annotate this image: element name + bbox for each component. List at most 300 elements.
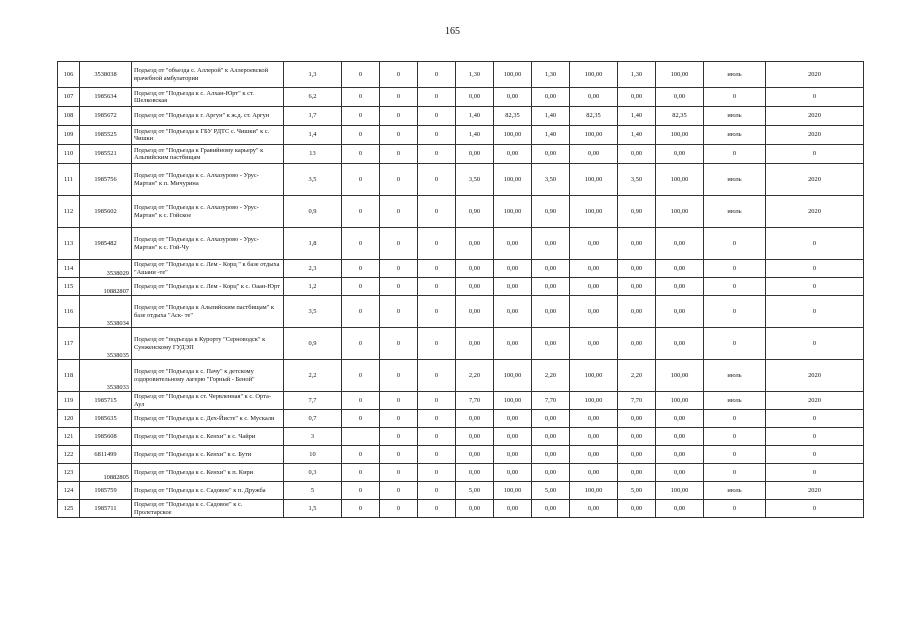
cell-code: 3538033 bbox=[80, 360, 132, 392]
cell-c4: 0,00 bbox=[456, 296, 494, 328]
cell-month: июль bbox=[704, 392, 766, 410]
cell-name: Подъезд от "Подъезда к ГБУ РДТС с. Чишки" к с. Чишки bbox=[132, 126, 284, 145]
cell-num: 119 bbox=[58, 392, 80, 410]
cell-year: 2020 bbox=[766, 360, 864, 392]
cell-c6: 0,90 bbox=[532, 196, 570, 228]
cell-month: 0 bbox=[704, 410, 766, 428]
cell-name: Подъезд от "Подъезда к с. Кенхи" к с. Бути bbox=[132, 446, 284, 464]
table-row bbox=[58, 164, 864, 196]
cell-c8: 0,00 bbox=[618, 278, 656, 296]
cell-c1: 0 bbox=[342, 260, 380, 278]
cell-num: 120 bbox=[58, 410, 80, 428]
cell-c3: 0 bbox=[418, 260, 456, 278]
cell-code: 1985608 bbox=[80, 428, 132, 446]
cell-len: 2,3 bbox=[284, 260, 342, 278]
cell-year: 2020 bbox=[766, 392, 864, 410]
cell-c9: 100,00 bbox=[656, 196, 704, 228]
cell-c6: 0,00 bbox=[532, 328, 570, 360]
cell-c5: 0,00 bbox=[494, 260, 532, 278]
cell-year: 0 bbox=[766, 278, 864, 296]
cell-c8: 0,00 bbox=[618, 145, 656, 164]
cell-code: 1985715 bbox=[80, 392, 132, 410]
cell-c1: 0 bbox=[342, 278, 380, 296]
cell-c8: 0,00 bbox=[618, 428, 656, 446]
cell-c8: 0,00 bbox=[618, 296, 656, 328]
cell-len: 10 bbox=[284, 446, 342, 464]
cell-year: 0 bbox=[766, 296, 864, 328]
cell-c6: 5,00 bbox=[532, 482, 570, 500]
table-row bbox=[58, 392, 864, 410]
cell-c1 bbox=[342, 428, 380, 446]
cell-c1: 0 bbox=[342, 482, 380, 500]
cell-name: Подъезд от "Подъезда к г. Аргун" к ж.д. ст. Аргун bbox=[132, 107, 284, 126]
cell-c2: 0 bbox=[380, 260, 418, 278]
cell-c9: 0,00 bbox=[656, 410, 704, 428]
cell-name: Подъезд от "Подъезда к ст. Червленная" к с. Орта-Аул bbox=[132, 392, 284, 410]
cell-c5: 100,00 bbox=[494, 62, 532, 88]
cell-c7: 0,00 bbox=[570, 145, 618, 164]
cell-month: 0 bbox=[704, 464, 766, 482]
table-row bbox=[58, 196, 864, 228]
cell-num: 112 bbox=[58, 196, 80, 228]
cell-c4: 1,30 bbox=[456, 62, 494, 88]
cell-c2: 0 bbox=[380, 428, 418, 446]
table-row bbox=[58, 145, 864, 164]
cell-c2: 0 bbox=[380, 446, 418, 464]
cell-c6: 1,40 bbox=[532, 107, 570, 126]
cell-c2: 0 bbox=[380, 410, 418, 428]
table-row bbox=[58, 228, 864, 260]
cell-c2: 0 bbox=[380, 88, 418, 107]
cell-month: 0 bbox=[704, 278, 766, 296]
cell-c5: 0,00 bbox=[494, 446, 532, 464]
cell-year: 0 bbox=[766, 500, 864, 518]
cell-code: 1985672 bbox=[80, 107, 132, 126]
cell-c9: 100,00 bbox=[656, 482, 704, 500]
table-row bbox=[58, 88, 864, 107]
cell-num: 118 bbox=[58, 360, 80, 392]
cell-c5: 100,00 bbox=[494, 360, 532, 392]
cell-c1: 0 bbox=[342, 62, 380, 88]
cell-len: 3 bbox=[284, 428, 342, 446]
cell-num: 109 bbox=[58, 126, 80, 145]
cell-c9: 0,00 bbox=[656, 228, 704, 260]
cell-c8: 7,70 bbox=[618, 392, 656, 410]
cell-name: Подъезд от "объезда с. Аллерой" к Аллероевской врачебной амбулатории bbox=[132, 62, 284, 88]
cell-month: 0 bbox=[704, 145, 766, 164]
cell-c4: 3,50 bbox=[456, 164, 494, 196]
cell-len: 3,5 bbox=[284, 296, 342, 328]
cell-len: 1,5 bbox=[284, 500, 342, 518]
cell-c9: 0,00 bbox=[656, 464, 704, 482]
cell-code: 3538035 bbox=[80, 328, 132, 360]
cell-num: 111 bbox=[58, 164, 80, 196]
cell-month: июль bbox=[704, 196, 766, 228]
table-row bbox=[58, 428, 864, 446]
cell-c4: 0,00 bbox=[456, 428, 494, 446]
cell-year: 0 bbox=[766, 428, 864, 446]
cell-num: 125 bbox=[58, 500, 80, 518]
cell-name: Подъезд от "Подъезда к с. Дех-Йисте" к с. Мускали bbox=[132, 410, 284, 428]
cell-c6: 0,00 bbox=[532, 500, 570, 518]
cell-len: 13 bbox=[284, 145, 342, 164]
cell-c9: 100,00 bbox=[656, 392, 704, 410]
cell-c9: 100,00 bbox=[656, 126, 704, 145]
cell-c2: 0 bbox=[380, 482, 418, 500]
cell-num: 114 bbox=[58, 260, 80, 278]
cell-month: июль bbox=[704, 482, 766, 500]
cell-name: Подъезд от "Подъезда к с. Алхазурово - Урус-Мартан" к с. Гойское bbox=[132, 196, 284, 228]
cell-c3: 0 bbox=[418, 482, 456, 500]
cell-c6: 0,00 bbox=[532, 446, 570, 464]
cell-c6: 0,00 bbox=[532, 278, 570, 296]
cell-c2: 0 bbox=[380, 228, 418, 260]
cell-c9: 0,00 bbox=[656, 88, 704, 107]
cell-c6: 7,70 bbox=[532, 392, 570, 410]
cell-c4: 2,20 bbox=[456, 360, 494, 392]
cell-year: 2020 bbox=[766, 482, 864, 500]
cell-code: 10882807 bbox=[80, 278, 132, 296]
cell-c8: 0,00 bbox=[618, 410, 656, 428]
cell-year: 0 bbox=[766, 228, 864, 260]
cell-c8: 3,50 bbox=[618, 164, 656, 196]
cell-num: 115 bbox=[58, 278, 80, 296]
table-row bbox=[58, 482, 864, 500]
cell-c3: 0 bbox=[418, 228, 456, 260]
cell-month: 0 bbox=[704, 88, 766, 107]
cell-c8: 0,00 bbox=[618, 500, 656, 518]
cell-c7: 100,00 bbox=[570, 126, 618, 145]
cell-year: 2020 bbox=[766, 126, 864, 145]
cell-c8: 1,30 bbox=[618, 62, 656, 88]
cell-code: 1985525 bbox=[80, 126, 132, 145]
cell-code: 1985482 bbox=[80, 228, 132, 260]
cell-c9: 0,00 bbox=[656, 296, 704, 328]
cell-c3: 0 bbox=[418, 392, 456, 410]
cell-c4: 1,40 bbox=[456, 107, 494, 126]
cell-c4: 0,00 bbox=[456, 88, 494, 107]
cell-c1: 0 bbox=[342, 328, 380, 360]
cell-c1: 0 bbox=[342, 392, 380, 410]
cell-c4: 0,00 bbox=[456, 500, 494, 518]
cell-c7: 0,00 bbox=[570, 88, 618, 107]
cell-name: Подъезд от "Подъезда к с. Лем - Корц " к базе отдыха "Ашани -те" bbox=[132, 260, 284, 278]
cell-month: июль bbox=[704, 107, 766, 126]
cell-code: 6811499 bbox=[80, 446, 132, 464]
cell-c6: 0,00 bbox=[532, 145, 570, 164]
cell-month: июль bbox=[704, 126, 766, 145]
cell-len: 1,7 bbox=[284, 107, 342, 126]
cell-c7: 82,35 bbox=[570, 107, 618, 126]
cell-c2: 0 bbox=[380, 126, 418, 145]
cell-c9: 0,00 bbox=[656, 428, 704, 446]
cell-len: 6,2 bbox=[284, 88, 342, 107]
cell-c1: 0 bbox=[342, 228, 380, 260]
cell-num: 117 bbox=[58, 328, 80, 360]
cell-c1: 0 bbox=[342, 500, 380, 518]
cell-c8: 1,40 bbox=[618, 126, 656, 145]
cell-c4: 0,00 bbox=[456, 228, 494, 260]
cell-code: 10882805 bbox=[80, 464, 132, 482]
cell-c3: 0 bbox=[418, 126, 456, 145]
cell-c4: 0,00 bbox=[456, 260, 494, 278]
cell-c9: 0,00 bbox=[656, 278, 704, 296]
table-row bbox=[58, 500, 864, 518]
cell-c2: 0 bbox=[380, 62, 418, 88]
cell-c9: 100,00 bbox=[656, 360, 704, 392]
cell-c4: 1,40 bbox=[456, 126, 494, 145]
cell-num: 106 bbox=[58, 62, 80, 88]
cell-num: 108 bbox=[58, 107, 80, 126]
cell-year: 0 bbox=[766, 328, 864, 360]
cell-c1: 0 bbox=[342, 107, 380, 126]
cell-c7: 0,00 bbox=[570, 278, 618, 296]
cell-c5: 100,00 bbox=[494, 482, 532, 500]
cell-c5: 82,35 bbox=[494, 107, 532, 126]
cell-name: Подъезд от "Подъезда к с. Алхан-Юрт" к ст. Шелковская bbox=[132, 88, 284, 107]
cell-len: 0,3 bbox=[284, 464, 342, 482]
cell-c6: 0,00 bbox=[532, 464, 570, 482]
cell-c6: 3,50 bbox=[532, 164, 570, 196]
cell-c2: 0 bbox=[380, 392, 418, 410]
cell-month: 0 bbox=[704, 260, 766, 278]
cell-c5: 100,00 bbox=[494, 126, 532, 145]
cell-c4: 5,00 bbox=[456, 482, 494, 500]
cell-c7: 0,00 bbox=[570, 464, 618, 482]
cell-c3: 0 bbox=[418, 107, 456, 126]
cell-month: 0 bbox=[704, 500, 766, 518]
cell-c2: 0 bbox=[380, 328, 418, 360]
cell-c2: 0 bbox=[380, 278, 418, 296]
cell-c5: 0,00 bbox=[494, 428, 532, 446]
cell-c8: 2,20 bbox=[618, 360, 656, 392]
cell-num: 123 bbox=[58, 464, 80, 482]
cell-c7: 0,00 bbox=[570, 500, 618, 518]
cell-c9: 0,00 bbox=[656, 446, 704, 464]
cell-name: Подъезд от "Подъезда к с. Алхазурово - Урус-Мартан" к п. Мичурина bbox=[132, 164, 284, 196]
cell-c9: 0,00 bbox=[656, 260, 704, 278]
cell-c8: 0,90 bbox=[618, 196, 656, 228]
cell-code: 3538029 bbox=[80, 260, 132, 278]
cell-c6: 0,00 bbox=[532, 296, 570, 328]
cell-num: 122 bbox=[58, 446, 80, 464]
cell-c1: 0 bbox=[342, 126, 380, 145]
cell-c2: 0 bbox=[380, 107, 418, 126]
cell-code: 1985634 bbox=[80, 88, 132, 107]
cell-code: 1985711 bbox=[80, 500, 132, 518]
cell-year: 0 bbox=[766, 464, 864, 482]
cell-len: 7,7 bbox=[284, 392, 342, 410]
cell-c6: 0,00 bbox=[532, 410, 570, 428]
cell-name: Подъезд от "Подъезда к Альпийским пастбищам" к базе отдыха "Аск- те" bbox=[132, 296, 284, 328]
cell-c4: 0,90 bbox=[456, 196, 494, 228]
cell-c4: 0,00 bbox=[456, 446, 494, 464]
cell-c4: 0,00 bbox=[456, 464, 494, 482]
cell-c6: 0,00 bbox=[532, 228, 570, 260]
cell-c7: 0,00 bbox=[570, 410, 618, 428]
cell-month: 0 bbox=[704, 428, 766, 446]
cell-year: 0 bbox=[766, 410, 864, 428]
cell-num: 116 bbox=[58, 296, 80, 328]
cell-c8: 1,40 bbox=[618, 107, 656, 126]
cell-name: Подъезд от "Подъезда к с. Пачу" к детскому оздоровительному лагерю "Горный - Беной" bbox=[132, 360, 284, 392]
cell-c5: 100,00 bbox=[494, 164, 532, 196]
cell-len: 5 bbox=[284, 482, 342, 500]
cell-c7: 100,00 bbox=[570, 164, 618, 196]
cell-c7: 0,00 bbox=[570, 446, 618, 464]
cell-c2: 0 bbox=[380, 296, 418, 328]
cell-c3: 0 bbox=[418, 410, 456, 428]
cell-c5: 100,00 bbox=[494, 196, 532, 228]
table-row bbox=[58, 278, 864, 296]
cell-c7: 0,00 bbox=[570, 296, 618, 328]
cell-num: 110 bbox=[58, 145, 80, 164]
cell-c8: 0,00 bbox=[618, 464, 656, 482]
cell-num: 107 bbox=[58, 88, 80, 107]
cell-c8: 0,00 bbox=[618, 260, 656, 278]
cell-num: 113 bbox=[58, 228, 80, 260]
cell-c3: 0 bbox=[418, 88, 456, 107]
cell-c6: 0,00 bbox=[532, 260, 570, 278]
cell-c7: 100,00 bbox=[570, 392, 618, 410]
cell-year: 0 bbox=[766, 88, 864, 107]
cell-code: 1985756 bbox=[80, 164, 132, 196]
cell-code: 1985521 bbox=[80, 145, 132, 164]
cell-c9: 82,35 bbox=[656, 107, 704, 126]
cell-len: 2,2 bbox=[284, 360, 342, 392]
cell-c7: 0,00 bbox=[570, 260, 618, 278]
cell-c2: 0 bbox=[380, 196, 418, 228]
cell-name: Подъезд от "Подъезда к с. Кенхи" к п. Кири bbox=[132, 464, 284, 482]
cell-year: 2020 bbox=[766, 107, 864, 126]
cell-len: 3,5 bbox=[284, 164, 342, 196]
cell-c3: 0 bbox=[418, 500, 456, 518]
cell-c2: 0 bbox=[380, 164, 418, 196]
cell-len: 1,4 bbox=[284, 126, 342, 145]
cell-c3: 0 bbox=[418, 196, 456, 228]
cell-c1: 0 bbox=[342, 464, 380, 482]
cell-c9: 0,00 bbox=[656, 328, 704, 360]
table-row bbox=[58, 446, 864, 464]
cell-c3: 0 bbox=[418, 446, 456, 464]
table-row bbox=[58, 464, 864, 482]
table-row bbox=[58, 126, 864, 145]
cell-c4: 0,00 bbox=[456, 278, 494, 296]
table-row bbox=[58, 328, 864, 360]
cell-c1: 0 bbox=[342, 446, 380, 464]
cell-month: 0 bbox=[704, 446, 766, 464]
cell-c8: 0,00 bbox=[618, 446, 656, 464]
cell-c1: 0 bbox=[342, 296, 380, 328]
table-row bbox=[58, 296, 864, 328]
cell-year: 2020 bbox=[766, 164, 864, 196]
cell-len: 1,8 bbox=[284, 228, 342, 260]
cell-num: 121 bbox=[58, 428, 80, 446]
cell-c6: 1,40 bbox=[532, 126, 570, 145]
cell-c7: 100,00 bbox=[570, 482, 618, 500]
table-row bbox=[58, 62, 864, 88]
cell-c1: 0 bbox=[342, 196, 380, 228]
cell-c5: 100,00 bbox=[494, 392, 532, 410]
cell-c5: 0,00 bbox=[494, 296, 532, 328]
cell-name: Подъезд от "Подъезда к с. Садовое" к с. Пролетарское bbox=[132, 500, 284, 518]
table-row bbox=[58, 107, 864, 126]
cell-c2: 0 bbox=[380, 464, 418, 482]
cell-c7: 100,00 bbox=[570, 360, 618, 392]
cell-len: 0,9 bbox=[284, 328, 342, 360]
cell-c8: 5,00 bbox=[618, 482, 656, 500]
cell-c5: 0,00 bbox=[494, 500, 532, 518]
cell-c1: 0 bbox=[342, 164, 380, 196]
cell-c3: 0 bbox=[418, 278, 456, 296]
cell-c8: 0,00 bbox=[618, 328, 656, 360]
cell-year: 0 bbox=[766, 260, 864, 278]
cell-c8: 0,00 bbox=[618, 88, 656, 107]
cell-code: 1985759 bbox=[80, 482, 132, 500]
cell-c7: 100,00 bbox=[570, 62, 618, 88]
cell-len: 1,3 bbox=[284, 62, 342, 88]
cell-c5: 0,00 bbox=[494, 228, 532, 260]
cell-year: 0 bbox=[766, 145, 864, 164]
cell-code: 1985635 bbox=[80, 410, 132, 428]
cell-c1: 0 bbox=[342, 360, 380, 392]
cell-c9: 100,00 bbox=[656, 62, 704, 88]
cell-c5: 0,00 bbox=[494, 410, 532, 428]
cell-c3: 0 bbox=[418, 296, 456, 328]
cell-name: Подъезд от "Подъезда к с. Алхазурово - Урус-Мартан" к с. Гой-Чу bbox=[132, 228, 284, 260]
cell-c5: 0,00 bbox=[494, 278, 532, 296]
cell-c4: 0,00 bbox=[456, 410, 494, 428]
cell-month: 0 bbox=[704, 296, 766, 328]
cell-code: 1985602 bbox=[80, 196, 132, 228]
cell-c3: 0 bbox=[418, 428, 456, 446]
cell-c4: 7,70 bbox=[456, 392, 494, 410]
cell-name: Подъезд от "Подъезда к с. Садовое" к п. Дружба bbox=[132, 482, 284, 500]
table-row bbox=[58, 260, 864, 278]
cell-month: июль bbox=[704, 164, 766, 196]
cell-c3: 0 bbox=[418, 62, 456, 88]
cell-c7: 100,00 bbox=[570, 196, 618, 228]
cell-c8: 0,00 bbox=[618, 228, 656, 260]
cell-month: июль bbox=[704, 62, 766, 88]
roads-table bbox=[57, 61, 864, 518]
cell-c4: 0,00 bbox=[456, 145, 494, 164]
cell-c9: 0,00 bbox=[656, 500, 704, 518]
cell-year: 2020 bbox=[766, 62, 864, 88]
cell-month: 0 bbox=[704, 228, 766, 260]
cell-name: Подъезд от "Подъезда к Гравийному карьеру" к Альпийским пастбищам bbox=[132, 145, 284, 164]
cell-year: 2020 bbox=[766, 196, 864, 228]
cell-c5: 0,00 bbox=[494, 145, 532, 164]
cell-c2: 0 bbox=[380, 500, 418, 518]
cell-c7: 0,00 bbox=[570, 228, 618, 260]
cell-c3: 0 bbox=[418, 328, 456, 360]
cell-c1: 0 bbox=[342, 145, 380, 164]
cell-c6: 0,00 bbox=[532, 88, 570, 107]
cell-name: Подъезд от "Подъезда к с. Кенхи" к с. Чайри bbox=[132, 428, 284, 446]
cell-c7: 0,00 bbox=[570, 428, 618, 446]
cell-c9: 100,00 bbox=[656, 164, 704, 196]
cell-code: 3538038 bbox=[80, 62, 132, 88]
cell-c4: 0,00 bbox=[456, 328, 494, 360]
table-row bbox=[58, 360, 864, 392]
cell-c6: 2,20 bbox=[532, 360, 570, 392]
cell-code: 3538034 bbox=[80, 296, 132, 328]
cell-len: 1,2 bbox=[284, 278, 342, 296]
cell-c3: 0 bbox=[418, 164, 456, 196]
table-row bbox=[58, 410, 864, 428]
cell-len: 0,7 bbox=[284, 410, 342, 428]
